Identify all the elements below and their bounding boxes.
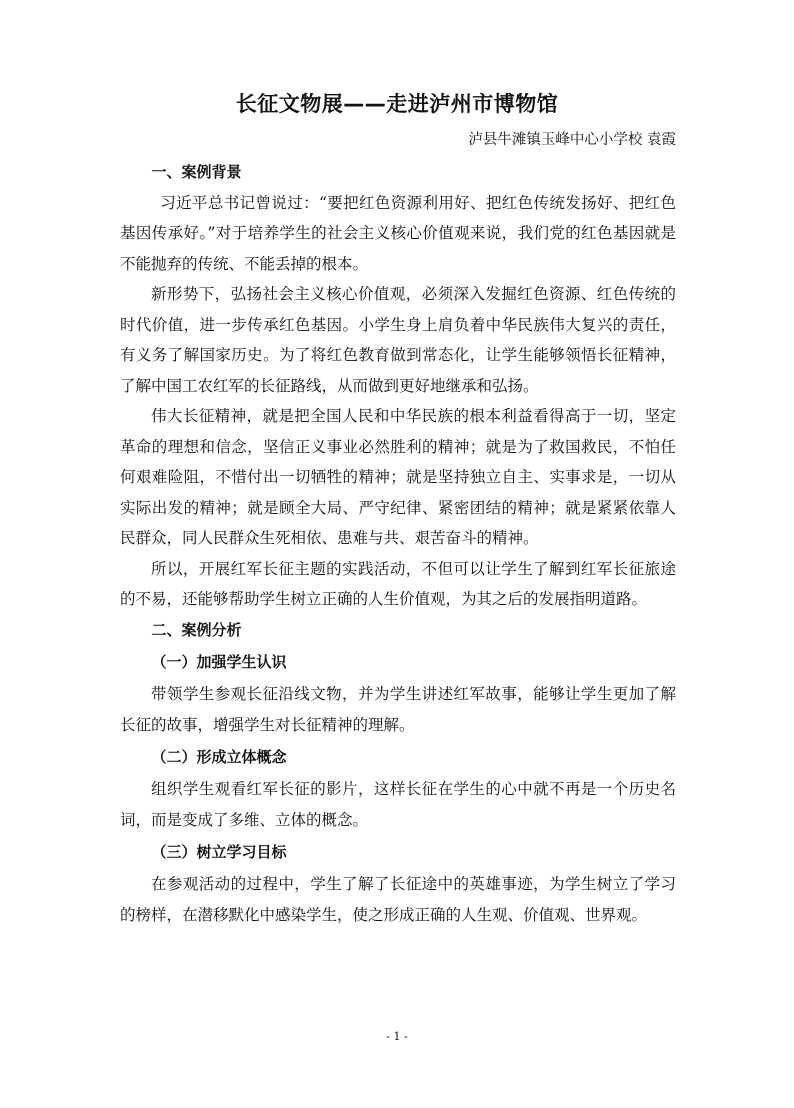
paragraph: 新形势下，弘扬社会主义核心价值观，必须深入发掘红色资源、红色传统的时代价值，进一步传承红色基因。小学生身上肩负着中华民族伟大复兴的责任，有义务了解国家历史。为了将红色教育做到常态化，让学生能够领悟长征精神，了解中国工农红军的长征路线，从而做到更好地继承和弘扬。 [120, 285, 676, 395]
document-body [120, 157, 676, 930]
subsection-heading-1: （一）加强学生认识 [151, 653, 287, 671]
author-line: 泸县牛滩镇玉峰中心小学校 袁霞 [468, 132, 676, 148]
page-number: - 1 - [386, 1030, 408, 1043]
paragraph: 在参观活动的过程中，学生了解了长征途中的英雄事迹，为学生树立了学习的榜样，在潜移默化中感染学生，使之形成正确的人生观、价值观、世界观。 [120, 875, 676, 924]
paragraph: 所以，开展红军长征主题的实践活动，不但可以让学生了解到红军长征旅途的不易，还能够帮助学生树立正确的人生价值观，为其之后的发展指明道路。 [120, 559, 676, 608]
paragraph: 组织学生观看红军长征的影片，这样长征在学生的心中就不再是一个历史名词，而是变成了多维、立体的概念。 [120, 780, 676, 829]
paragraph: 带领学生参观长征沿线文物，并为学生讲述红军故事，能够让学生更加了解长征的故事，增强学生对长征精神的理解。 [120, 685, 676, 734]
section-heading-background: 一、案例背景 [151, 163, 242, 181]
section-heading-analysis: 二、案例分析 [151, 620, 242, 639]
subsection-heading-2: （二）形成立体概念 [151, 748, 287, 766]
subsection-heading-3: （三）树立学习目标 [151, 843, 287, 861]
paragraph: 伟大长征精神，就是把全国人民和中华民族的根本利益看得高于一切，坚定革命的理想和信念，坚信正义事业必然胜利的精神；就是为了救国救民，不怕任何艰难险阻，不惜付出一切牺牲的精神；就是坚持独立自主、实事求是，一切从实际出发的精神；就是顾全大局、严守纪律、紧密团结的精神；就是紧紧依靠人民群众，同人民群众生死相依、患难与共、艰苦奋斗的精神。 [120, 407, 676, 547]
paragraph: 习近平总书记曾说过：“要把红色资源利用好、把红色传统发扬好、把红色基因传承好。”对于培养学生的社会主义核心价值观来说，我们党的红色基因就是不能抛弃的传统、不能丢掉的根本。 [120, 193, 676, 273]
document-title: 长征文物展——走进泸州市博物馆 [235, 92, 559, 116]
